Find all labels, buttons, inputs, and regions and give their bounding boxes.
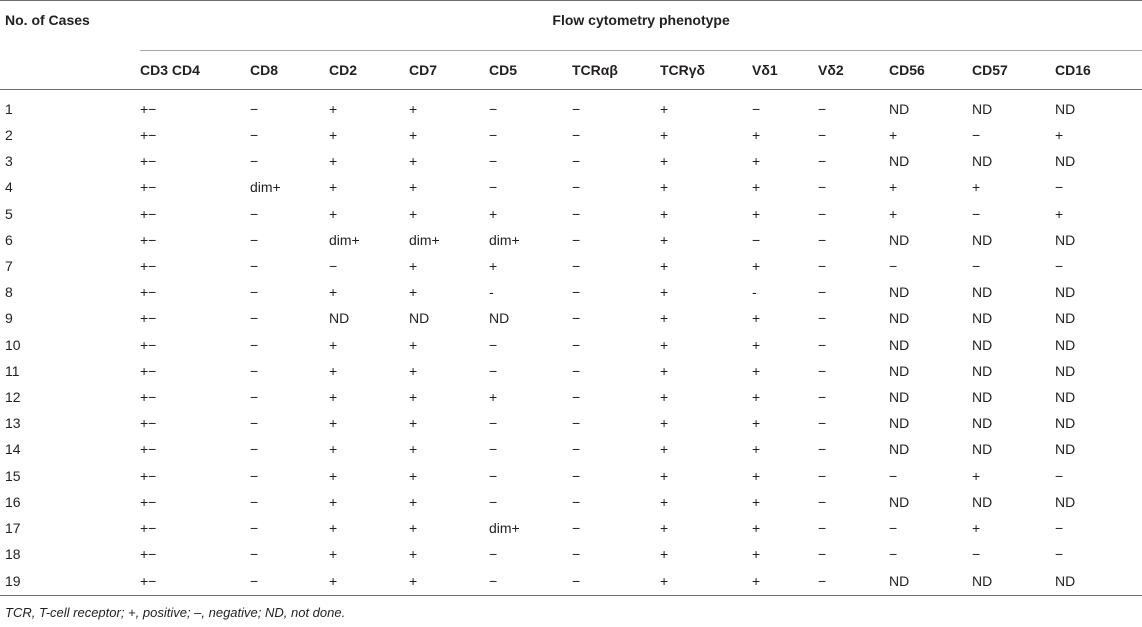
marker-column-header: CD16 xyxy=(1055,51,1142,90)
phenotype-cell: − xyxy=(818,467,827,484)
phenotype-cell: ND xyxy=(889,493,910,510)
phenotype-cell: − xyxy=(572,567,660,596)
phenotype-cell: − xyxy=(250,493,259,510)
phenotype-cell: + xyxy=(329,519,338,536)
marker-column-header: CD3 CD4 xyxy=(140,51,250,90)
phenotype-cell: − xyxy=(818,415,827,432)
table-row xyxy=(0,358,1142,384)
table-header xyxy=(0,1,1142,90)
phenotype-cell: + xyxy=(660,388,669,405)
phenotype-cell: + xyxy=(329,127,338,144)
phenotype-cell: ND xyxy=(972,101,993,117)
phenotype-cell: ND xyxy=(1055,231,1076,248)
phenotype-cell: + xyxy=(752,310,761,327)
phenotype-cell: − xyxy=(752,101,761,117)
phenotype-cell: + xyxy=(409,567,489,596)
phenotype-cell: - xyxy=(489,284,494,301)
table-row xyxy=(0,305,1142,331)
phenotype-cell: ND xyxy=(1055,493,1076,510)
phenotype-cell: + xyxy=(752,388,761,405)
phenotype-cell: + xyxy=(660,127,669,144)
phenotype-cell: − xyxy=(818,179,827,196)
phenotype-cell: ND xyxy=(972,284,993,301)
phenotype-cell: + xyxy=(329,388,338,405)
table-row xyxy=(0,90,1142,123)
case-number-cell: 5 xyxy=(5,205,13,222)
phenotype-cell: + xyxy=(660,284,669,301)
phenotype-cell: +− xyxy=(140,567,250,596)
phenotype-cell: − xyxy=(818,101,827,117)
table-body xyxy=(0,90,1142,596)
marker-column-header: CD7 xyxy=(409,51,489,90)
phenotype-cell: + xyxy=(329,336,338,353)
phenotype-cell: − xyxy=(818,546,827,563)
phenotype-cell: +− xyxy=(140,493,157,510)
phenotype-cell: − xyxy=(250,231,259,248)
phenotype-cell: ND xyxy=(889,310,910,327)
phenotype-cell: − xyxy=(1055,519,1064,536)
phenotype-cell: + xyxy=(752,258,761,275)
phenotype-cell: − xyxy=(972,127,981,144)
phenotype-cell: + xyxy=(752,441,761,458)
phenotype-cell: ND xyxy=(972,231,993,248)
phenotype-cell: − xyxy=(818,231,827,248)
phenotype-cell: + xyxy=(660,258,669,275)
phenotype-cell: + xyxy=(409,179,418,196)
phenotype-cell: + xyxy=(329,205,338,222)
phenotype-cell: +− xyxy=(140,388,157,405)
phenotype-cell: + xyxy=(660,153,669,170)
phenotype-cell: +− xyxy=(140,258,157,275)
phenotype-cell: + xyxy=(972,467,981,484)
phenotype-cell: − xyxy=(250,258,259,275)
phenotype-cell: ND xyxy=(889,415,910,432)
phenotype-cell: ND xyxy=(889,336,910,353)
table-row xyxy=(0,489,1142,515)
phenotype-cell: ND xyxy=(972,567,1055,596)
phenotype-cell: + xyxy=(409,127,418,144)
phenotype-cell: ND xyxy=(1055,336,1076,353)
phenotype-cell: +− xyxy=(140,441,157,458)
table-row xyxy=(0,174,1142,200)
phenotype-cell: − xyxy=(1055,258,1064,275)
phenotype-cell: + xyxy=(660,415,669,432)
phenotype-cell: − xyxy=(250,519,259,536)
phenotype-cell: − xyxy=(972,546,981,563)
phenotype-cell: ND xyxy=(1055,415,1076,432)
phenotype-cell: + xyxy=(660,336,669,353)
phenotype-cell: − xyxy=(572,310,581,327)
phenotype-cell: + xyxy=(752,519,761,536)
phenotype-cell: + xyxy=(409,336,418,353)
phenotype-cell: − xyxy=(572,362,581,379)
phenotype-cell: + xyxy=(409,258,418,275)
case-number-cell: 12 xyxy=(5,388,21,405)
phenotype-cell: + xyxy=(752,493,761,510)
phenotype-cell: + xyxy=(329,441,338,458)
header-row-group xyxy=(0,1,1142,51)
phenotype-cell: − xyxy=(818,362,827,379)
phenotype-cell: − xyxy=(818,441,827,458)
phenotype-cell: +− xyxy=(140,153,157,170)
case-number-cell: 14 xyxy=(5,441,21,458)
phenotype-cell: ND xyxy=(972,336,993,353)
phenotype-cell: ND xyxy=(889,567,972,596)
phenotype-cell: − xyxy=(572,205,581,222)
phenotype-cell: − xyxy=(572,415,581,432)
phenotype-cell: + xyxy=(972,179,981,196)
phenotype-cell: + xyxy=(660,567,752,596)
phenotype-cell: + xyxy=(409,362,418,379)
flow-cytometry-group-header: Flow cytometry phenotype xyxy=(140,1,1142,51)
phenotype-cell: − xyxy=(572,546,581,563)
table-row xyxy=(0,201,1142,227)
phenotype-cell: + xyxy=(409,441,418,458)
phenotype-cell: + xyxy=(660,205,669,222)
phenotype-cell: + xyxy=(752,415,761,432)
phenotype-cell: ND xyxy=(972,388,993,405)
table-row xyxy=(0,515,1142,541)
phenotype-cell: ND xyxy=(1055,388,1076,405)
phenotype-cell: ND xyxy=(972,493,993,510)
phenotype-cell: − xyxy=(489,546,498,563)
phenotype-cell: − xyxy=(489,153,498,170)
table-row xyxy=(0,227,1142,253)
phenotype-cell: ND xyxy=(972,441,993,458)
phenotype-cell: + xyxy=(329,153,338,170)
phenotype-cell: + xyxy=(752,546,761,563)
marker-column-header: CD8 xyxy=(250,51,329,90)
phenotype-cell: - xyxy=(752,284,757,301)
phenotype-cell: − xyxy=(572,441,581,458)
phenotype-cell: + xyxy=(752,153,761,170)
phenotype-cell: + xyxy=(889,179,898,196)
phenotype-cell: ND xyxy=(1055,362,1076,379)
phenotype-cell: − xyxy=(489,101,498,117)
phenotype-cell: + xyxy=(660,310,669,327)
phenotype-cell: + xyxy=(409,153,418,170)
phenotype-cell: − xyxy=(818,258,827,275)
phenotype-cell: − xyxy=(889,546,898,563)
case-number-cell: 8 xyxy=(5,284,13,301)
phenotype-cell: ND xyxy=(889,101,910,117)
phenotype-cell: dim+ xyxy=(250,179,281,196)
case-number-cell: 6 xyxy=(5,231,13,248)
phenotype-cell: + xyxy=(409,101,418,117)
phenotype-cell: + xyxy=(329,179,338,196)
phenotype-cell: − xyxy=(572,284,581,301)
marker-column-header: Vδ2 xyxy=(818,51,889,90)
phenotype-cell: − xyxy=(250,467,259,484)
marker-column-header: CD57 xyxy=(972,51,1055,90)
phenotype-cell: +− xyxy=(140,101,157,117)
phenotype-cell: + xyxy=(752,205,761,222)
phenotype-cell: − xyxy=(250,153,259,170)
case-number-cell: 2 xyxy=(5,127,13,144)
phenotype-cell: + xyxy=(660,101,669,117)
phenotype-cell: − xyxy=(250,101,259,117)
table-row xyxy=(0,410,1142,436)
phenotype-cell: ND xyxy=(329,310,350,327)
case-number-cell: 11 xyxy=(5,362,20,379)
phenotype-cell: − xyxy=(572,467,581,484)
phenotype-cell: − xyxy=(889,467,898,484)
phenotype-cell: ND xyxy=(1055,284,1076,301)
phenotype-cell: − xyxy=(572,231,581,248)
phenotype-cell: − xyxy=(572,336,581,353)
phenotype-cell: − xyxy=(572,493,581,510)
phenotype-cell: + xyxy=(409,493,418,510)
phenotype-cell: + xyxy=(752,127,761,144)
table-row xyxy=(0,541,1142,567)
phenotype-cell: − xyxy=(489,336,498,353)
phenotype-cell: + xyxy=(752,362,761,379)
phenotype-cell: ND xyxy=(889,153,910,170)
phenotype-cell: − xyxy=(889,258,898,275)
phenotype-cell: − xyxy=(572,127,581,144)
case-number-cell: 15 xyxy=(5,467,21,484)
phenotype-cell: − xyxy=(250,415,259,432)
phenotype-cell: +− xyxy=(140,519,157,536)
phenotype-cell: + xyxy=(489,205,498,222)
table-row xyxy=(0,332,1142,358)
phenotype-cell: + xyxy=(660,179,669,196)
table-row xyxy=(0,279,1142,305)
phenotype-cell: − xyxy=(250,284,259,301)
case-number-cell: 13 xyxy=(5,415,21,432)
phenotype-cell: − xyxy=(489,493,498,510)
table-row xyxy=(0,148,1142,174)
phenotype-cell: − xyxy=(818,310,827,327)
phenotype-cell: ND xyxy=(1055,153,1076,170)
phenotype-cell: dim+ xyxy=(489,231,520,248)
phenotype-cell: − xyxy=(752,231,761,248)
phenotype-cell: ND xyxy=(1055,567,1142,596)
table-row xyxy=(0,253,1142,279)
phenotype-cell: − xyxy=(572,153,581,170)
phenotype-cell: + xyxy=(409,205,418,222)
phenotype-cell: − xyxy=(250,362,259,379)
table-row xyxy=(0,384,1142,410)
case-number-cell: 7 xyxy=(5,258,13,275)
phenotype-cell: + xyxy=(660,441,669,458)
phenotype-cell: ND xyxy=(972,310,993,327)
phenotype-cell: − xyxy=(329,258,338,275)
phenotype-cell: dim+ xyxy=(489,519,520,536)
marker-column-header: TCRαβ xyxy=(572,51,660,90)
phenotype-cell: − xyxy=(818,284,827,301)
phenotype-cell: + xyxy=(489,258,498,275)
phenotype-cell: + xyxy=(660,467,669,484)
phenotype-cell: + xyxy=(409,519,418,536)
table-footnote: TCR, T-cell receptor; +, positive; –, negative; ND, not done. xyxy=(5,605,346,620)
phenotype-cell: +− xyxy=(140,546,157,563)
phenotype-cell: − xyxy=(818,519,827,536)
table-row xyxy=(0,436,1142,462)
phenotype-cell: ND xyxy=(972,153,993,170)
phenotype-cell: − xyxy=(972,258,981,275)
phenotype-cell: + xyxy=(752,179,761,196)
phenotype-cell: − xyxy=(489,179,498,196)
phenotype-cell: +− xyxy=(140,127,157,144)
phenotype-cell: + xyxy=(1055,205,1064,222)
phenotype-cell: + xyxy=(329,362,338,379)
case-number-cell: 19 xyxy=(0,567,140,596)
phenotype-cell: + xyxy=(889,205,898,222)
phenotype-cell: + xyxy=(329,467,338,484)
phenotype-cell: − xyxy=(572,388,581,405)
case-number-cell: 1 xyxy=(5,101,13,117)
phenotype-cell: + xyxy=(660,362,669,379)
phenotype-cell: ND xyxy=(972,362,993,379)
phenotype-cell: − xyxy=(572,519,581,536)
phenotype-cell: − xyxy=(489,415,498,432)
phenotype-cell: ND xyxy=(972,415,993,432)
phenotype-cell: − xyxy=(972,205,981,222)
phenotype-cell: − xyxy=(250,336,259,353)
phenotype-cell: ND xyxy=(889,231,910,248)
case-number-cell: 3 xyxy=(5,153,13,170)
phenotype-cell: ND xyxy=(409,310,430,327)
phenotype-cell: − xyxy=(818,567,889,596)
case-number-cell: 4 xyxy=(5,179,13,196)
phenotype-cell: ND xyxy=(889,284,910,301)
phenotype-cell: − xyxy=(818,153,827,170)
phenotype-cell: + xyxy=(329,567,409,596)
phenotype-cell: ND xyxy=(889,362,910,379)
phenotype-cell: +− xyxy=(140,415,157,432)
phenotype-cell: + xyxy=(972,519,981,536)
phenotype-cell: − xyxy=(250,546,259,563)
phenotype-cell: ND xyxy=(1055,441,1076,458)
phenotype-cell: − xyxy=(250,127,259,144)
phenotype-cell: + xyxy=(660,231,669,248)
phenotype-cell: +− xyxy=(140,284,157,301)
phenotype-cell: − xyxy=(250,567,329,596)
marker-column-header: Vδ1 xyxy=(752,51,818,90)
phenotype-cell: ND xyxy=(889,441,910,458)
phenotype-cell: + xyxy=(489,388,498,405)
table-row xyxy=(0,122,1142,148)
phenotype-cell: + xyxy=(409,415,418,432)
phenotype-cell: +− xyxy=(140,205,157,222)
phenotype-cell: + xyxy=(752,467,761,484)
phenotype-cell: − xyxy=(489,467,498,484)
phenotype-cell: + xyxy=(329,546,338,563)
case-number-cell: 16 xyxy=(5,493,21,510)
phenotype-cell: − xyxy=(489,567,572,596)
phenotype-cell: + xyxy=(1055,127,1064,144)
phenotype-cell: +− xyxy=(140,362,157,379)
phenotype-cell: − xyxy=(818,127,827,144)
phenotype-cell: + xyxy=(409,546,418,563)
phenotype-cell: − xyxy=(1055,179,1064,196)
phenotype-cell: − xyxy=(572,258,581,275)
phenotype-cell: +− xyxy=(140,467,157,484)
phenotype-cell: ND xyxy=(1055,310,1076,327)
phenotype-cell: + xyxy=(660,546,669,563)
phenotype-cell: + xyxy=(660,519,669,536)
phenotype-cell: + xyxy=(409,388,418,405)
table-row xyxy=(0,567,1142,596)
phenotype-cell: − xyxy=(818,493,827,510)
phenotype-cell: − xyxy=(489,362,498,379)
phenotype-cell: − xyxy=(572,101,581,117)
phenotype-cell: − xyxy=(250,441,259,458)
phenotype-cell: + xyxy=(329,101,338,117)
phenotype-cell: + xyxy=(752,567,818,596)
case-number-cell: 18 xyxy=(5,546,21,563)
case-number-cell: 10 xyxy=(5,336,21,353)
phenotype-cell: + xyxy=(752,336,761,353)
phenotype-cell: − xyxy=(250,205,259,222)
phenotype-cell: + xyxy=(660,493,669,510)
phenotype-cell: − xyxy=(489,127,498,144)
phenotype-cell: +− xyxy=(140,179,157,196)
phenotype-cell: − xyxy=(818,205,827,222)
phenotype-cell: +− xyxy=(140,310,157,327)
phenotype-cell: − xyxy=(1055,467,1064,484)
cases-column-header: No. of Cases xyxy=(0,1,140,90)
marker-column-header: TCRγδ xyxy=(660,51,752,90)
phenotype-cell: + xyxy=(409,284,418,301)
case-number-cell: 17 xyxy=(5,519,21,536)
phenotype-cell: + xyxy=(329,284,338,301)
phenotype-cell: − xyxy=(889,519,898,536)
phenotype-cell: ND xyxy=(489,310,510,327)
phenotype-cell: + xyxy=(329,493,338,510)
phenotype-cell: + xyxy=(329,415,338,432)
phenotype-cell: − xyxy=(250,388,259,405)
phenotype-cell: +− xyxy=(140,336,157,353)
table-row xyxy=(0,462,1142,488)
phenotype-cell: − xyxy=(818,388,827,405)
case-number-cell: 9 xyxy=(5,310,13,327)
phenotype-cell: − xyxy=(818,336,827,353)
phenotype-cell: + xyxy=(889,127,898,144)
header-row-markers xyxy=(0,51,1142,90)
marker-column-header: CD56 xyxy=(889,51,972,90)
phenotype-cell: ND xyxy=(1055,101,1076,117)
phenotype-cell: − xyxy=(572,179,581,196)
phenotype-cell: + xyxy=(409,467,418,484)
marker-column-header: CD5 xyxy=(489,51,572,90)
phenotype-cell: dim+ xyxy=(409,231,440,248)
phenotype-cell: − xyxy=(1055,546,1064,563)
phenotype-cell: +− xyxy=(140,231,157,248)
marker-column-header: CD2 xyxy=(329,51,409,90)
phenotype-cell: − xyxy=(250,310,259,327)
phenotype-cell: − xyxy=(489,441,498,458)
phenotype-cell: ND xyxy=(889,388,910,405)
phenotype-cell: dim+ xyxy=(329,231,360,248)
